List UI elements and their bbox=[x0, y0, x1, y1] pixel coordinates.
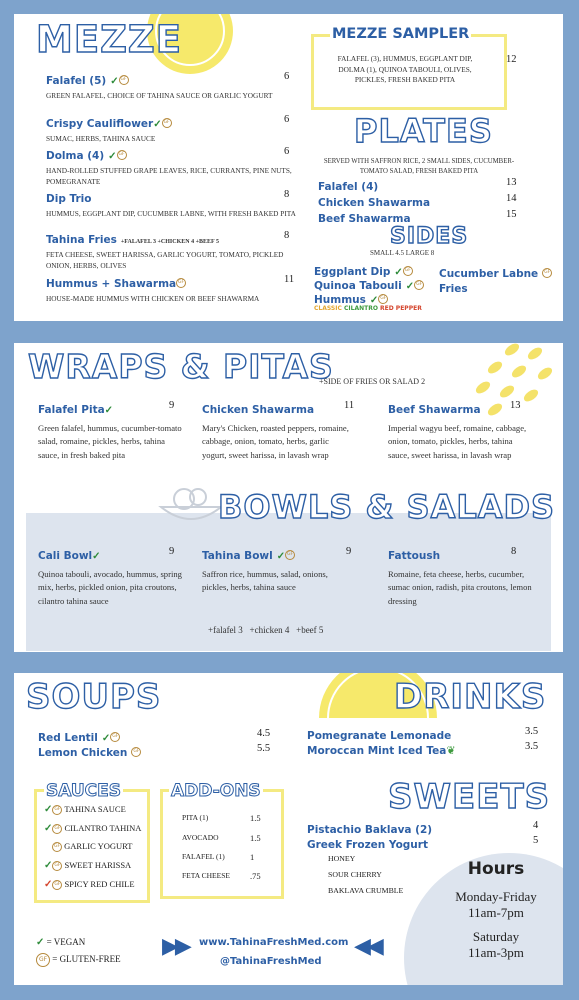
hours-title: Hours bbox=[467, 859, 525, 879]
item-name: Chicken Shawarma bbox=[318, 197, 431, 209]
item-price: 15 bbox=[506, 209, 517, 220]
item-name: Falafel Pita bbox=[38, 404, 105, 416]
mezze-plates-panel bbox=[14, 14, 563, 321]
item-description: Imperial wagyu beef, romaine, cabbage, onion, tomato, pickles, herbs, tahina sauce, sweet harissa, in lavash wrap bbox=[388, 423, 527, 460]
item-extras: +FALAFEL 3 +CHICKEN 4 +BEEF 5 bbox=[120, 239, 219, 245]
mezze-title: MEZZE bbox=[36, 18, 183, 61]
item-name: Beef Shawarma bbox=[318, 213, 411, 225]
legend-vegan-label: = VEGAN bbox=[46, 937, 86, 947]
soup-item bbox=[38, 743, 273, 761]
bowls-title: BOWLS & SALADS bbox=[218, 488, 556, 526]
sides-sizes: SMALL 4.5 LARGE 8 bbox=[370, 249, 435, 257]
flavor-item: BAKLAVA CRUMBLE bbox=[328, 886, 404, 895]
wrap-item bbox=[202, 400, 355, 462]
item-name: SPICY RED CHILE bbox=[64, 879, 135, 889]
item-name: Pomegranate Lemonade bbox=[307, 730, 452, 742]
item-description: Saffron rice, hummus, salad, onions, pickles, herbs, tahina sauce bbox=[202, 569, 328, 593]
vegan-leaf-icon: ✓ bbox=[101, 733, 111, 744]
wraps-side-note: +SIDE OF FRIES OR SALAD 2 bbox=[319, 377, 426, 386]
addons-box bbox=[160, 789, 284, 899]
flavor-item: HONEY bbox=[328, 854, 356, 863]
wrap-item bbox=[38, 400, 188, 462]
item-price: 4 bbox=[533, 820, 539, 831]
vegan-leaf-icon: ✓ bbox=[153, 119, 162, 130]
item-price: 11 bbox=[344, 400, 355, 411]
item-name: Eggplant Dip bbox=[314, 266, 391, 278]
vegan-leaf-icon: ✓ bbox=[44, 879, 53, 890]
gluten-free-icon: GF bbox=[110, 732, 120, 742]
gluten-free-icon: GF bbox=[131, 747, 141, 757]
soups-drinks-panel bbox=[14, 673, 563, 985]
item-price: .75 bbox=[250, 871, 261, 881]
gluten-free-icon: GF bbox=[414, 280, 424, 290]
item-name: Tahina Fries bbox=[46, 234, 117, 246]
wraps-title: WRAPS & PITAS bbox=[28, 347, 334, 386]
item-price: 13 bbox=[506, 177, 517, 188]
gluten-free-icon: GF bbox=[52, 805, 62, 815]
gluten-free-icon: GF bbox=[52, 861, 62, 871]
item-name: SWEET HARISSA bbox=[64, 860, 132, 870]
addon-item bbox=[182, 852, 272, 861]
hours-days-saturday: Saturday bbox=[472, 929, 520, 944]
bowl-item bbox=[202, 546, 352, 595]
item-description: GREEN FALAFEL, CHOICE OF TAHINA SAUCE OR GARLIC YOGURT bbox=[46, 91, 273, 100]
sauces-title: SAUCES bbox=[46, 781, 122, 801]
item-name: Greek Frozen Yogurt bbox=[307, 839, 428, 851]
item-name: Cucumber Labne bbox=[439, 268, 539, 280]
item-description: Green falafel, hummus, cucumber-tomato salad, romaine, pickles, herbs, tahina sauce, in fresh baked pita bbox=[38, 423, 182, 460]
menu-item bbox=[46, 230, 296, 271]
flavor-red-pepper: RED PEPPER bbox=[380, 305, 422, 312]
item-description: Quinoa tabouli, avocado, hummus, spring mix, herbs, pickled onion, pita croutons, cilantro tahina sauce bbox=[38, 569, 182, 606]
flavor-item: SOUR CHERRY bbox=[328, 870, 382, 879]
mint-leaf-icon: ❦ bbox=[446, 745, 456, 757]
item-name: TAHINA SAUCE bbox=[64, 804, 126, 814]
item-name: Fries bbox=[439, 283, 468, 295]
vegan-leaf-icon: ✓ bbox=[44, 860, 53, 871]
item-price: 5 bbox=[533, 835, 539, 846]
hours-days-weekday: Monday-Friday bbox=[455, 889, 537, 904]
gluten-free-icon: GF bbox=[378, 294, 388, 304]
item-name: Dolma (4) bbox=[46, 150, 105, 162]
vegan-leaf-icon: ✓ bbox=[44, 804, 53, 815]
menu-item bbox=[46, 114, 296, 145]
item-price: 9 bbox=[169, 546, 175, 557]
sauce-item bbox=[52, 841, 132, 852]
sampler-title: MEZZE SAMPLER bbox=[332, 26, 470, 42]
item-price: 3.5 bbox=[525, 726, 539, 737]
item-price: 6 bbox=[284, 146, 290, 157]
item-name: Chicken Shawarma bbox=[202, 404, 315, 416]
double-arrow-icon: ▶▶ bbox=[162, 933, 188, 958]
item-price: 8 bbox=[511, 546, 517, 557]
item-name: Hummus bbox=[314, 294, 366, 306]
yogurt-flavors bbox=[328, 851, 403, 899]
item-name: FALAFEL (1) bbox=[182, 852, 225, 861]
item-description: SUMAC, HERBS, TAHINA SAUCE bbox=[46, 134, 156, 143]
gluten-free-icon: GF bbox=[403, 266, 413, 276]
vegan-leaf-icon: ✓ bbox=[92, 551, 101, 562]
sauce-item bbox=[44, 879, 135, 890]
item-price: 6 bbox=[284, 114, 290, 125]
bowls-addons: +falafel 3 +chicken 4 +beef 5 bbox=[208, 625, 324, 635]
gluten-free-icon: GF bbox=[119, 75, 129, 85]
item-price: 8 bbox=[284, 230, 290, 241]
menu-item bbox=[46, 146, 296, 187]
addon-item bbox=[182, 871, 272, 880]
item-price: 4.5 bbox=[257, 728, 271, 739]
hummus-flavors bbox=[314, 305, 422, 312]
sides-title: SIDES bbox=[390, 224, 469, 249]
item-name: Tahina Bowl bbox=[202, 550, 273, 562]
vegan-leaf-icon: ✓ bbox=[108, 151, 117, 162]
gluten-free-icon: GF bbox=[52, 880, 62, 890]
wrap-item bbox=[388, 400, 533, 462]
item-price: 3.5 bbox=[525, 741, 539, 752]
addon-item bbox=[182, 833, 272, 842]
soups-title: SOUPS bbox=[26, 677, 162, 717]
sauce-item bbox=[44, 823, 141, 834]
item-description: HOUSE-MADE HUMMUS WITH CHICKEN OR BEEF SHAWARMA bbox=[46, 294, 260, 303]
menu-item bbox=[46, 71, 296, 102]
drinks-title: DRINKS bbox=[394, 677, 547, 717]
gluten-free-icon: GF bbox=[542, 268, 552, 278]
vegan-leaf-icon: ✓ bbox=[104, 405, 114, 416]
item-name: Falafel (4) bbox=[318, 181, 379, 193]
bowl-item bbox=[38, 546, 188, 608]
item-price: 6 bbox=[284, 71, 290, 82]
item-price: 8 bbox=[284, 189, 290, 200]
double-arrow-icon: ◀◀ bbox=[354, 933, 380, 958]
menu-item bbox=[46, 274, 296, 305]
gluten-free-icon: GF bbox=[176, 278, 186, 288]
flavor-cilantro: CILANTRO bbox=[343, 305, 378, 312]
item-description: Mary's Chicken, roasted peppers, romaine, cabbage, onion, tomato, herbs, garlic yogurt, sweet harissa, in lavash wrap bbox=[202, 423, 349, 460]
item-name: Dip Trio bbox=[46, 193, 92, 205]
item-name: Cali Bowl bbox=[38, 550, 93, 562]
item-price: 5.5 bbox=[257, 743, 271, 754]
item-price: 9 bbox=[346, 546, 352, 557]
hours-block bbox=[426, 859, 563, 961]
item-price: 11 bbox=[284, 274, 295, 285]
sauce-item bbox=[44, 804, 126, 815]
vegan-leaf-icon: ✓ bbox=[44, 823, 53, 834]
plates-title: PLATES bbox=[354, 112, 493, 150]
item-description: HUMMUS, EGGPLANT DIP, CUCUMBER LABNE, WITH FRESH BAKED PITA bbox=[46, 209, 296, 218]
gluten-free-icon: GF bbox=[285, 550, 295, 560]
vegan-leaf-icon: ✓ bbox=[405, 281, 415, 292]
vegan-leaf-icon: ✓ bbox=[276, 551, 286, 562]
gluten-free-icon: GF bbox=[162, 118, 172, 128]
sampler-price: 12 bbox=[506, 54, 517, 65]
menu-item bbox=[46, 189, 296, 220]
hours-time-saturday: 11am-3pm bbox=[468, 945, 524, 960]
item-name: AVOCADO bbox=[182, 833, 219, 842]
item-name: PITA (1) bbox=[182, 813, 209, 822]
item-price: 13 bbox=[510, 400, 521, 411]
item-name: Red Lentil bbox=[38, 732, 98, 744]
legend-vegan bbox=[36, 937, 85, 948]
wraps-bowls-panel bbox=[14, 343, 563, 652]
flavor-classic: CLASSIC bbox=[314, 305, 342, 312]
website-link[interactable]: www.TahinaFreshMed.com bbox=[199, 937, 349, 948]
sweets-title: SWEETS bbox=[388, 777, 551, 817]
item-price: 1.5 bbox=[250, 813, 261, 823]
item-price: 1.5 bbox=[250, 833, 261, 843]
item-name: GARLIC YOGURT bbox=[64, 841, 133, 851]
item-price: 9 bbox=[169, 400, 175, 411]
item-name: Hummus + Shawarma bbox=[46, 278, 177, 290]
vegan-leaf-icon: ✓ bbox=[36, 937, 45, 948]
social-handle-link[interactable]: @TahinaFreshMed bbox=[220, 956, 322, 967]
item-description: FETA CHEESE, SWEET HARISSA, GARLIC YOGURT, TOMATO, PICKLED ONION, HERBS, OLIVES bbox=[46, 250, 284, 270]
item-description: Romaine, feta cheese, herbs, cucumber, sumac onion, radish, pita croutons, lemon dressing bbox=[388, 569, 532, 606]
addon-item bbox=[182, 813, 272, 822]
side-item bbox=[439, 279, 468, 297]
gluten-free-icon: GF bbox=[36, 953, 50, 967]
item-price: 1 bbox=[250, 852, 255, 862]
item-name: Falafel (5) bbox=[46, 75, 107, 87]
sampler-description: FALAFEL (3), HUMMUS, EGGPLANT DIP, DOLMA (1), QUINOA TABOULI, OLIVES, PICKLES, FRESH BAKED PITA bbox=[337, 54, 473, 85]
item-name: FETA CHEESE bbox=[182, 871, 230, 880]
item-name: Pistachio Baklava (2) bbox=[307, 824, 433, 836]
drink-item bbox=[307, 741, 539, 759]
item-name: Lemon Chicken bbox=[38, 747, 128, 759]
item-name: Beef Shawarma bbox=[388, 404, 481, 416]
vegan-leaf-icon: ✓ bbox=[110, 76, 119, 87]
item-name: Fattoush bbox=[388, 550, 441, 562]
bowl-item bbox=[388, 546, 533, 608]
item-name: CILANTRO TAHINA bbox=[64, 823, 142, 833]
item-name: Quinoa Tabouli bbox=[314, 280, 402, 292]
bowl-icon bbox=[156, 483, 226, 529]
hours-time-weekday: 11am-7pm bbox=[468, 905, 524, 920]
item-description: HAND-ROLLED STUFFED GRAPE LEAVES, RICE, CURRANTS, PINE NUTS, POMEGRANATE bbox=[46, 166, 292, 186]
gluten-free-icon: GF bbox=[52, 842, 62, 852]
legend-gf-label: = GLUTEN-FREE bbox=[52, 954, 121, 965]
vegan-leaf-icon: ✓ bbox=[369, 295, 379, 306]
legend-gluten-free bbox=[36, 953, 121, 967]
sauce-item bbox=[44, 860, 131, 871]
item-price: 14 bbox=[506, 193, 517, 204]
item-name: Crispy Cauliflower bbox=[46, 118, 154, 130]
addons-title: ADD-ONS bbox=[171, 781, 261, 801]
gluten-free-icon: GF bbox=[52, 824, 62, 834]
plates-description: SERVED WITH SAFFRON RICE, 2 SMALL SIDES, CUCUMBER-TOMATO SALAD, FRESH BAKED PITA bbox=[323, 158, 515, 175]
item-name: Moroccan Mint Iced Tea bbox=[307, 745, 447, 757]
gluten-free-icon: GF bbox=[117, 150, 127, 160]
vegan-leaf-icon: ✓ bbox=[394, 267, 403, 278]
